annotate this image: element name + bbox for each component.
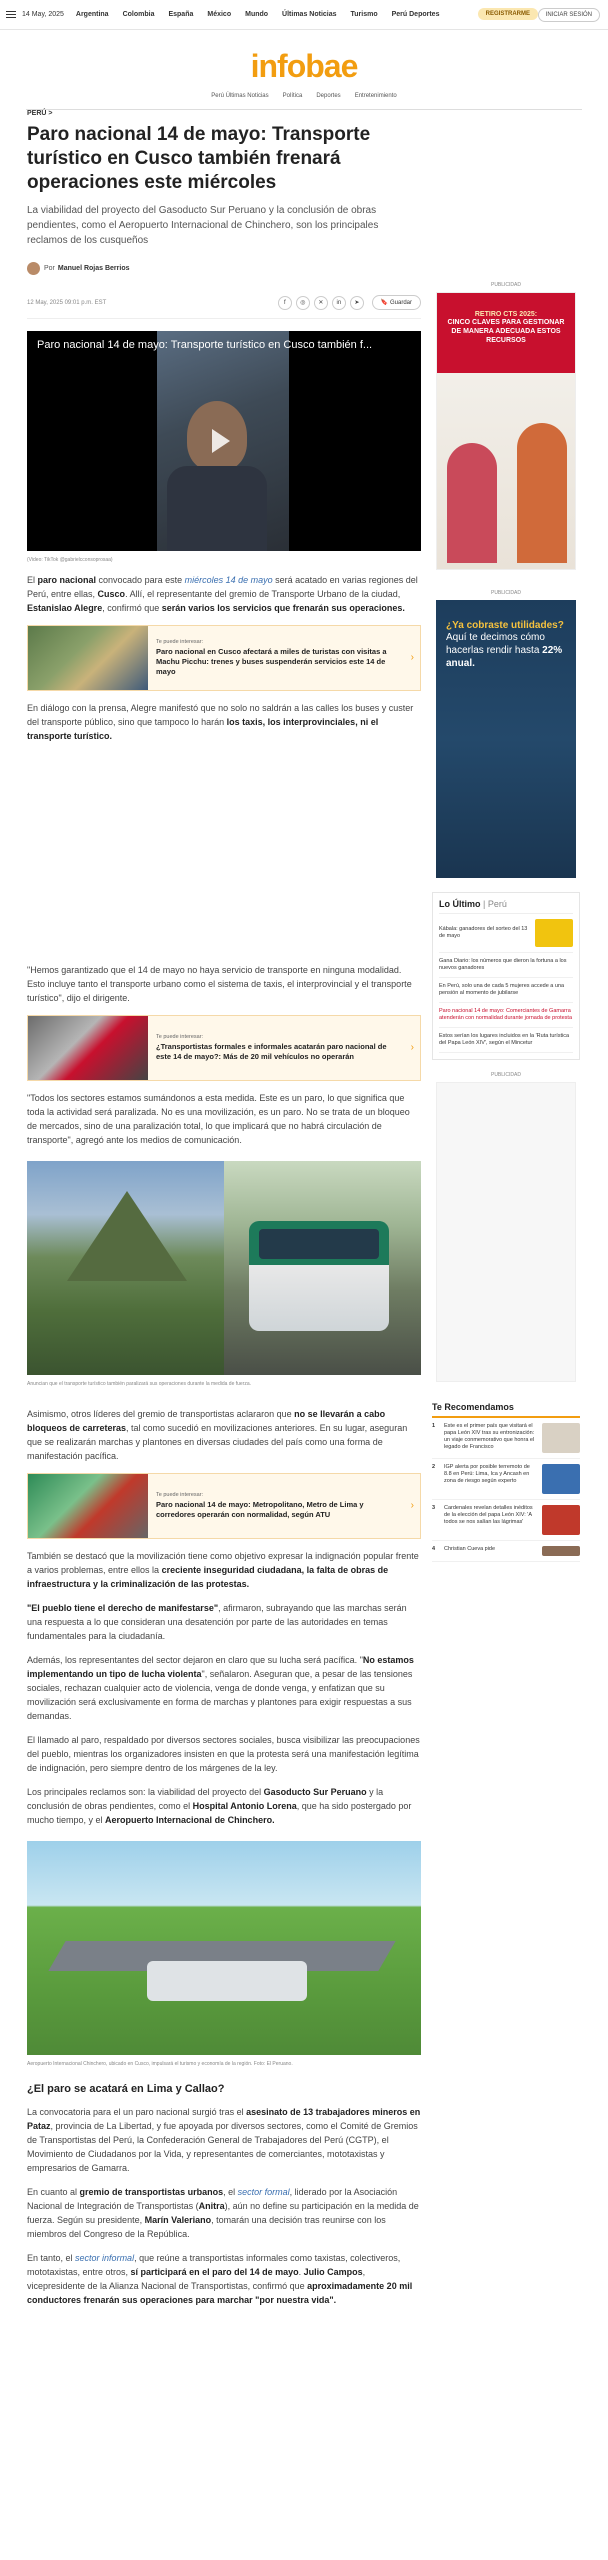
related-kicker: Te puede interesar: xyxy=(156,1492,204,1498)
ad-label: PUBLICIDAD xyxy=(490,282,521,288)
nav-mexico[interactable]: México xyxy=(207,11,232,18)
ad-banner-2[interactable] xyxy=(436,600,576,878)
article-timestamp: 12 May, 2025 09:01 p.m. EST xyxy=(27,299,107,306)
list-item[interactable]: En Perú, solo una de cada 5 mujeres accede a una pensión al momento de jubilarse xyxy=(439,978,573,1003)
video-title: Paro nacional 14 de mayo: Transporte turístico en Cusco también f... xyxy=(37,339,373,351)
nav-mundo[interactable]: Mundo xyxy=(245,11,269,18)
ad1-line2: CINCO CLAVES PARA GESTIONAR DE MANERA ADECUADA ESTOS RECURSOS xyxy=(447,319,565,344)
ad-label: PUBLICIDAD xyxy=(490,590,521,596)
list-item[interactable]: Gana Diario: los números que dieron la fortuna a los nuevos ganadores xyxy=(439,953,573,978)
menu-icon[interactable] xyxy=(6,11,16,18)
top-bar xyxy=(0,0,608,30)
subnav-peru-ultimas[interactable]: Perú Últimas Noticias xyxy=(211,93,269,99)
list-item[interactable]: Kábala: ganadores del sorteo del 13 de mayo xyxy=(439,914,573,953)
ad2-line2: Aquí te decimos cómo hacerlas rendir hasta 22% anual. xyxy=(446,632,563,669)
telegram-icon[interactable]: ➤ xyxy=(350,296,364,310)
list-item[interactable]: 1 Este es el primer país que visitará el papa León XIV tras su entronización: un viaje conmemorativo que honra el legado de Francisco xyxy=(432,1418,580,1459)
ad1-line1: RETIRO CTS 2025: xyxy=(474,311,538,318)
paragraph-7: "El pueblo tiene el derecho de manifestarse", afirmaron, subrayando que las marchas serán una respuesta a lo que consideran una desatención por parte de las autoridades en temas fundamentales para la ciudadanía. xyxy=(27,1603,407,1641)
related-article-3[interactable] xyxy=(27,1473,421,1539)
chevron-right-icon: › xyxy=(410,1500,414,1511)
related-article-2[interactable] xyxy=(27,1015,421,1081)
lo-ultimo-heading: Lo Último | Perú xyxy=(439,899,573,914)
ad2-line1: ¿Ya cobraste utilidades? xyxy=(446,620,564,631)
masthead xyxy=(26,30,582,110)
video-caption: (Video: TikTok @gabrielcconsoprosaa) xyxy=(27,557,113,563)
subnav-entretenimiento[interactable]: Entretenimiento xyxy=(354,93,397,99)
paragraph-4: "Todos los sectores estamos sumándonos a esta medida. Este es un paro, lo que significa que toda la actividad será paralizada. No es una movilización, es un paro. No se trata de un bloqueo de mercados, sino de una paralización total, lo que implicará que no habrá circulación de transporte", agregó ante los medios de comunicación. xyxy=(27,1093,410,1145)
save-label: Guardar xyxy=(389,300,412,306)
related-article-1[interactable] xyxy=(27,625,421,691)
paragraph-2: En diálogo con la prensa, Alegre manifestó que no solo no saldrán a las calles los buses y custer del transporte público, sino que tampoco lo harán los taxis, los interprovinciales, ni el transporte turístico. xyxy=(27,703,414,741)
article-deck: La viabilidad del proyecto del Gasoducto Sur Peruano y la conclusión de obras pendientes, como el Aeropuerto Internacional de Chinchero, son los principales reclamos de los cusqueños xyxy=(27,205,379,246)
byline-prefix: Por xyxy=(44,265,55,272)
register-button[interactable]: REGISTRARME xyxy=(478,8,538,20)
sidebar xyxy=(432,282,580,1562)
nav-ultimas-noticias[interactable]: Últimas Noticias xyxy=(282,11,337,18)
spacer xyxy=(27,743,421,953)
paragraph-9: El llamado al paro, respaldado por diversos sectores sociales, busca visibilizar las preocupaciones del pueblo, mientras los organizadores insisten en que la protesta será una manifestación legítima de indignación, pero siempre dentro de los márgenes de la ley. xyxy=(27,1735,420,1773)
article-meta xyxy=(27,295,421,319)
thumbnail xyxy=(542,1505,580,1535)
list-item[interactable]: 3 Cardenales revelan detalles inéditos de la elección del papa León XIV: 'A todos se nos salían las lágrimas' xyxy=(432,1500,580,1541)
paragraph-8: Además, los representantes del sector dejaron en claro que su lucha será pacífica. "No estamos implementando un tipo de lucha violenta", señalaron. Aseguran que, a pesar de las tensiones sociales, rechazan cualquier acto de violencia, venga de donde venga, y enfatizan que su movilización será exclusivamente en forma de marchas y plantones para exigir respuestas a sus demandas. xyxy=(27,1655,414,1721)
te-recomendamos-widget xyxy=(432,1402,580,1562)
save-button[interactable]: 🔖 Guardar xyxy=(372,295,421,310)
author-name[interactable]: Manuel Rojas Berrios xyxy=(57,265,130,272)
paragraph-11: La convocatoria para el un paro nacional surgió tras el asesinato de 13 trabajadores mineros en Pataz, provincia de La Libertad, y fue apoyada por diversos sectores, como el Comité de Gremios de Transportistas del Perú, la Confederación General de Trabajadores del Perú (CGTP), el Movimiento de Ciudadanos por la Vida, y representantes de comerciantes, mototaxistas y empresarios de Gamarra. xyxy=(27,2107,421,2173)
te-recomendamos-heading: Te Recomendamos xyxy=(432,1402,580,1418)
ad-banner-1[interactable] xyxy=(436,292,576,570)
related-thumbnail-2 xyxy=(28,1016,148,1080)
paragraph-10: Los principales reclamos son: la viabilidad del proyecto del Gasoducto Sur Peruano y la conclusión de obras pendientes, como el Hospital Antonio Lorena, que ha sido postergado por mucho tiempo, y el Aeropuerto Internacional de Chinchero. xyxy=(27,1787,412,1825)
lo-ultimo-widget xyxy=(432,892,580,1060)
subnav-politica[interactable]: Política xyxy=(282,93,303,99)
ad-banner-3[interactable] xyxy=(436,1082,576,1382)
video-player[interactable] xyxy=(27,331,421,551)
related-thumbnail-3 xyxy=(28,1474,148,1538)
related-title[interactable]: Paro nacional en Cusco afectará a miles de turistas con visitas a Machu Picchu: trenes y buses suspenderán servicios este 14 de mayo xyxy=(156,647,387,676)
paragraph-6: También se destacó que la movilización tiene como objetivo expresar la indignación popular frente a varios problemas, entre ellos la creciente inseguridad ciudadana, la falta de obras de infraestructura y la criminalización de las protestas. xyxy=(27,1551,419,1589)
link-miercoles[interactable]: miércoles 14 de mayo xyxy=(184,575,273,585)
author-avatar xyxy=(27,262,40,275)
nav-colombia[interactable]: Colombia xyxy=(122,11,155,18)
nav-turismo[interactable]: Turismo xyxy=(350,11,378,18)
chevron-right-icon: › xyxy=(410,1042,414,1053)
article-headline: Paro nacional 14 de mayo: Transporte turístico en Cusco también frenará operaciones este miércoles xyxy=(27,124,371,193)
paragraph-1: El paro nacional convocado para este miércoles 14 de mayo será acatado en varias regiones del Perú, entre ellas, Cusco. Allí, el representante del gremio de Transporte Urbano de la ciudad, Estanislao Alegre, confirmó que serán varios los servicios que frenarán sus operaciones. xyxy=(27,575,418,613)
kabala-logo xyxy=(535,919,573,947)
video-person-body xyxy=(167,466,267,551)
thumbnail xyxy=(542,1464,580,1494)
paragraph-3: "Hemos garantizado que el 14 de mayo no haya servicio de transporte en ninguna modalidad. Esto incluye tanto el transporte urbano como el sistema de taxis, el interprovincial y el transporte turístico", dijo el dirigente. xyxy=(27,965,412,1003)
section-breadcrumb[interactable]: PERÚ > xyxy=(27,110,53,117)
byline xyxy=(27,262,421,275)
nav-espana[interactable]: España xyxy=(168,11,194,18)
ad-label: PUBLICIDAD xyxy=(490,1072,521,1078)
paragraph-5: Asimismo, otros líderes del gremio de transportistas aclararon que no se llevarán a cabo bloqueos de carreteras, tal como sucedió en movilizaciones anteriores. En su lugar, aseguran que se realizarán marchas y plantones en diversas ciudades del país como una forma de manifestación pacífica. xyxy=(27,1409,408,1461)
x-icon[interactable]: ✕ xyxy=(314,296,328,310)
whatsapp-icon[interactable]: ◎ xyxy=(296,296,310,310)
current-date: 14 May, 2025 xyxy=(22,11,64,18)
nav-peru-deportes[interactable]: Perú Deportes xyxy=(391,11,440,18)
linkedin-icon[interactable]: in xyxy=(332,296,346,310)
thumbnail xyxy=(542,1423,580,1453)
play-icon[interactable] xyxy=(212,429,230,453)
related-title[interactable]: Paro nacional 14 de mayo: Metropolitano, Metro de Lima y corredores operarán con normalidad, según ATU xyxy=(156,1500,364,1519)
airport-photo xyxy=(27,1841,421,2055)
machu-picchu-photo xyxy=(27,1161,224,1375)
link-sector-formal[interactable]: sector formal xyxy=(237,2187,290,2197)
paragraph-12: En cuanto al gremio de transportistas urbanos, el sector formal, liderado por la Asociación Nacional de Integración de Transportistas (Anitra), aún no define su participación en la medida de fuerza. Según su presidente, Marín Valeriano, tomarán una decisión tras reunirse con los miembros del Congreso de la República. xyxy=(27,2187,419,2239)
bus-photo xyxy=(224,1161,421,1375)
article xyxy=(27,110,421,2307)
article-photo xyxy=(27,1161,421,1375)
nav-argentina[interactable]: Argentina xyxy=(75,11,109,18)
thumbnail xyxy=(542,1546,580,1556)
paragraph-13: En tanto, el sector informal, que reúne a transportistas informales como taxistas, colectiveros, mototaxistas, entre otros, sí participará en el paro del 14 de mayo. Julio Campos, vicepresidente de la Alianza Nacional de Transportistas, confirmó que aproximadamente 20 mil conductores frenarán sus operaciones para marchar "por nuestra vida". xyxy=(27,2253,413,2305)
subnav-deportes[interactable]: Deportes xyxy=(316,93,341,99)
site-logo[interactable]: infobae xyxy=(250,48,358,84)
list-item[interactable]: Paro nacional 14 de mayo: Comerciantes de Gamarra atenderán con normalidad durante jornada de protesta xyxy=(439,1003,573,1028)
section-nav xyxy=(26,93,582,99)
top-nav xyxy=(76,11,440,18)
related-thumbnail-1 xyxy=(28,626,148,690)
chevron-right-icon: › xyxy=(410,652,414,663)
related-title[interactable]: ¿Transportistas formales e informales acatarán paro nacional de este 14 de mayo?: Más de 20 mil vehículos no operarán xyxy=(156,1042,387,1061)
list-item[interactable]: 4 Christian Cueva pide xyxy=(432,1541,580,1562)
photo-caption: Anuncian que el transporte turístico también paralizará sus operaciones durante la medida de fuerza. xyxy=(27,1381,252,1387)
link-sector-informal[interactable]: sector informal xyxy=(75,2253,135,2263)
share-bar xyxy=(278,295,421,310)
related-kicker: Te puede interesar: xyxy=(156,1034,204,1040)
facebook-icon[interactable]: f xyxy=(278,296,292,310)
subheading-lima: ¿El paro se acatará en Lima y Callao? xyxy=(27,2083,225,2095)
airport-caption: Aeropuerto Internacional Chinchero, ubicado en Cusco, impulsará el turismo y economía de la región. Foto: El Peruano. xyxy=(27,2061,293,2067)
list-item[interactable]: 2 IGP alerta por posible terremoto de 8.8 en Perú: Lima, Ica y Ancash en zona de riesgo según experto xyxy=(432,1459,580,1500)
login-button[interactable]: INICIAR SESIÓN xyxy=(538,8,600,22)
list-item[interactable]: Estos serían los lugares incluidos en la 'Ruta turística del Papa León XIV', según el Mincetur xyxy=(439,1028,573,1053)
related-kicker: Te puede interesar: xyxy=(156,639,204,645)
